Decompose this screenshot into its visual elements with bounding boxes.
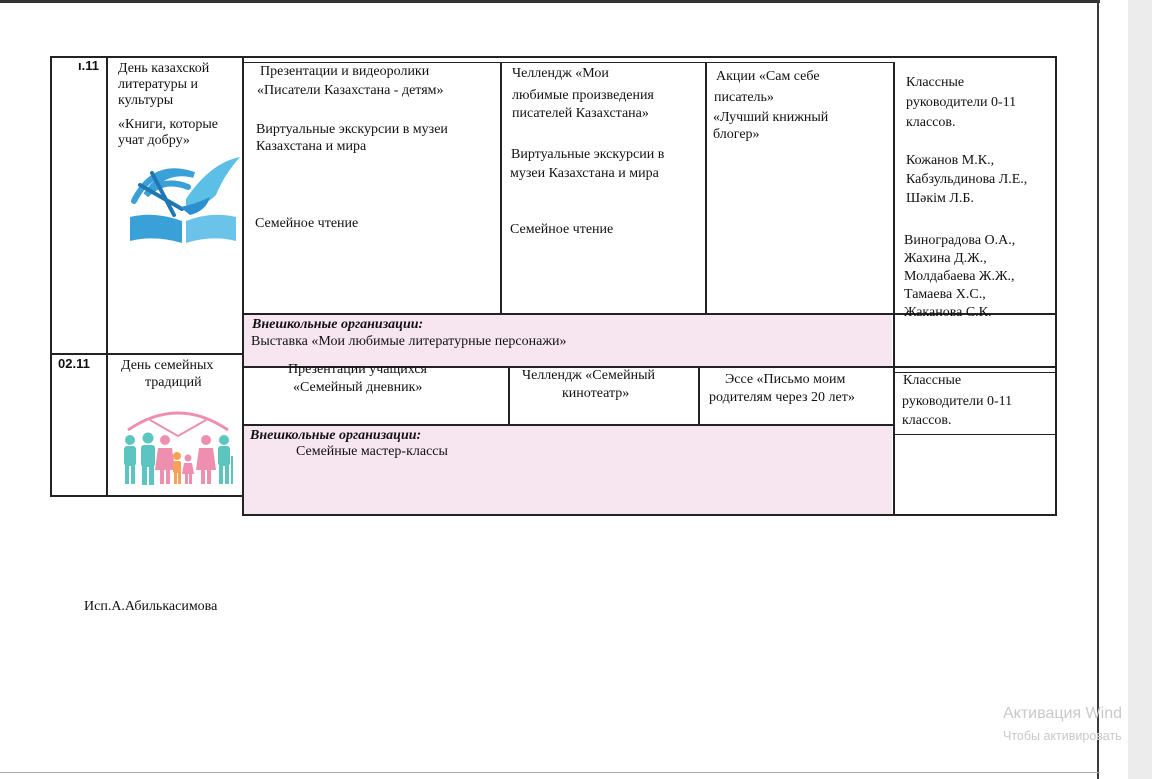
page-top-edge bbox=[0, 0, 1100, 3]
responsible-divider-3 bbox=[893, 434, 1056, 435]
extracurricular-top-line-2 bbox=[242, 424, 894, 426]
row1-responsible-line: руководители 0-11 bbox=[906, 95, 1017, 110]
row2-responsible-line: классов. bbox=[902, 413, 952, 428]
family-member-grandfather-2 bbox=[218, 435, 233, 484]
family-member-grandfather bbox=[124, 435, 136, 484]
activation-watermark-subtitle: Чтобы активировать bbox=[1003, 729, 1122, 743]
row1-col1-line: Презентации и видеоролики bbox=[260, 64, 430, 79]
row1-extracurricular-label: Внешкольные организации: bbox=[252, 317, 424, 332]
row2-col1-line: Презентации учащихся bbox=[288, 362, 427, 377]
row2-date: 02.11 bbox=[58, 356, 90, 371]
table-right-border bbox=[1055, 56, 1057, 516]
family-roof-inner bbox=[150, 420, 206, 436]
row1-col2-line: Виртуальные экскурсии в bbox=[511, 147, 665, 162]
row1-responsible-line: Кабзульдинова Л.Е., bbox=[906, 172, 1028, 187]
page-bottom-edge bbox=[0, 772, 1100, 773]
row2-event-line: День семейных bbox=[121, 358, 214, 373]
row1-col3-line: блогер» bbox=[713, 127, 760, 142]
bird-wing bbox=[186, 157, 240, 207]
row-divider bbox=[50, 353, 242, 355]
book-bird-illustration bbox=[124, 155, 244, 247]
table-top-border bbox=[50, 56, 1056, 58]
col-divider-3b bbox=[698, 368, 700, 426]
row2-extracurricular-text: Семейные мастер-классы bbox=[296, 444, 448, 459]
row1-responsible-line: Тамаева Х.С., bbox=[904, 287, 986, 302]
row2-event-line: традиций bbox=[145, 375, 202, 390]
col-divider-4 bbox=[893, 62, 895, 515]
row2-col1-line: «Семейный дневник» bbox=[293, 380, 423, 395]
row1-col3-line: «Лучший книжный bbox=[713, 110, 829, 125]
book-page-left bbox=[130, 215, 182, 243]
family-member-child-1 bbox=[173, 452, 181, 484]
executor-signature: Исп.А.Абилькасимова bbox=[84, 599, 218, 614]
activation-watermark-title: Активация Wind bbox=[1003, 705, 1122, 722]
row2-extracurricular-label: Внешкольные организации: bbox=[250, 428, 422, 443]
row1-responsible-line: Виноградова О.А., bbox=[904, 233, 1016, 248]
row1-responsible-line: классов. bbox=[906, 115, 956, 130]
row1-responsible-line: Шәкім Л.Б. bbox=[906, 191, 974, 206]
row1-col1-line: Семейное чтение bbox=[255, 216, 359, 231]
subrow-top-line-1 bbox=[242, 62, 894, 63]
col-divider-2 bbox=[500, 62, 502, 314]
row1-col1-line: Казахстана и мира bbox=[256, 139, 367, 154]
family-member-child-2 bbox=[182, 455, 194, 485]
row1-col2-line: любимые произведения bbox=[512, 88, 654, 103]
row1-responsible-line: Кожанов М.К., bbox=[906, 153, 995, 168]
book-page-right bbox=[186, 215, 236, 243]
family-roof bbox=[128, 413, 228, 430]
row2-col3-line: родителям через 20 лет» bbox=[709, 390, 855, 405]
table-bottom-border-right bbox=[242, 514, 1056, 516]
row1-col1-line: Виртуальные экскурсии в музеи bbox=[256, 122, 448, 137]
page-right-edge bbox=[1097, 0, 1099, 779]
row1-col2-line: музеи Казахстана и мира bbox=[510, 166, 659, 181]
row1-col1-line: «Писатели Казахстана - детям» bbox=[257, 83, 444, 98]
family-member-mother bbox=[155, 435, 175, 484]
col-divider-date bbox=[106, 56, 108, 496]
row1-col3-line: писатель» bbox=[714, 90, 774, 105]
row1-event-line: культуры bbox=[118, 93, 174, 108]
col-divider-3 bbox=[705, 62, 707, 314]
row1-event-line: учат добру» bbox=[118, 133, 190, 148]
row2-col2-line: кинотеатр» bbox=[562, 386, 630, 401]
row2-responsible-line: Классные bbox=[903, 373, 962, 388]
row1-col3-line: Акции «Сам себе bbox=[716, 69, 820, 84]
col-divider-2b bbox=[508, 368, 510, 426]
row2-col2-line: Челлендж «Семейный bbox=[522, 368, 655, 383]
family-member-grandmother-1 bbox=[196, 435, 216, 484]
row1-event-line: «Книги, которые bbox=[118, 117, 219, 132]
row1-col2-line: Семейное чтение bbox=[510, 222, 614, 237]
table-left-border bbox=[50, 56, 52, 496]
family-illustration bbox=[120, 406, 236, 488]
col-divider-event bbox=[242, 56, 244, 516]
family-member-father bbox=[141, 433, 155, 486]
row1-date: ı.11 bbox=[78, 58, 99, 73]
row1-event-line: День казахской bbox=[118, 61, 210, 76]
row1-col2-line: Челлендж «Мои bbox=[512, 66, 609, 81]
row2-responsible-line: руководители 0-11 bbox=[902, 394, 1013, 409]
row1-event-line: литературы и bbox=[118, 77, 198, 92]
row1-responsible-line: Жаканова С.К. bbox=[904, 305, 992, 320]
row1-responsible-line: Классные bbox=[906, 75, 965, 90]
row1-responsible-line: Жахина Д.Ж., bbox=[904, 251, 987, 266]
viewer-margin bbox=[1128, 0, 1152, 779]
row1-col2-line: писателей Казахстана» bbox=[512, 106, 649, 121]
row1-responsible-line: Молдабаева Ж.Ж., bbox=[904, 269, 1015, 284]
table-bottom-border bbox=[50, 495, 242, 497]
row1-extracurricular-text: Выставка «Мои любимые литературные персонажи» bbox=[251, 334, 567, 349]
row2-col3-line: Эссе «Письмо моим bbox=[725, 372, 846, 387]
